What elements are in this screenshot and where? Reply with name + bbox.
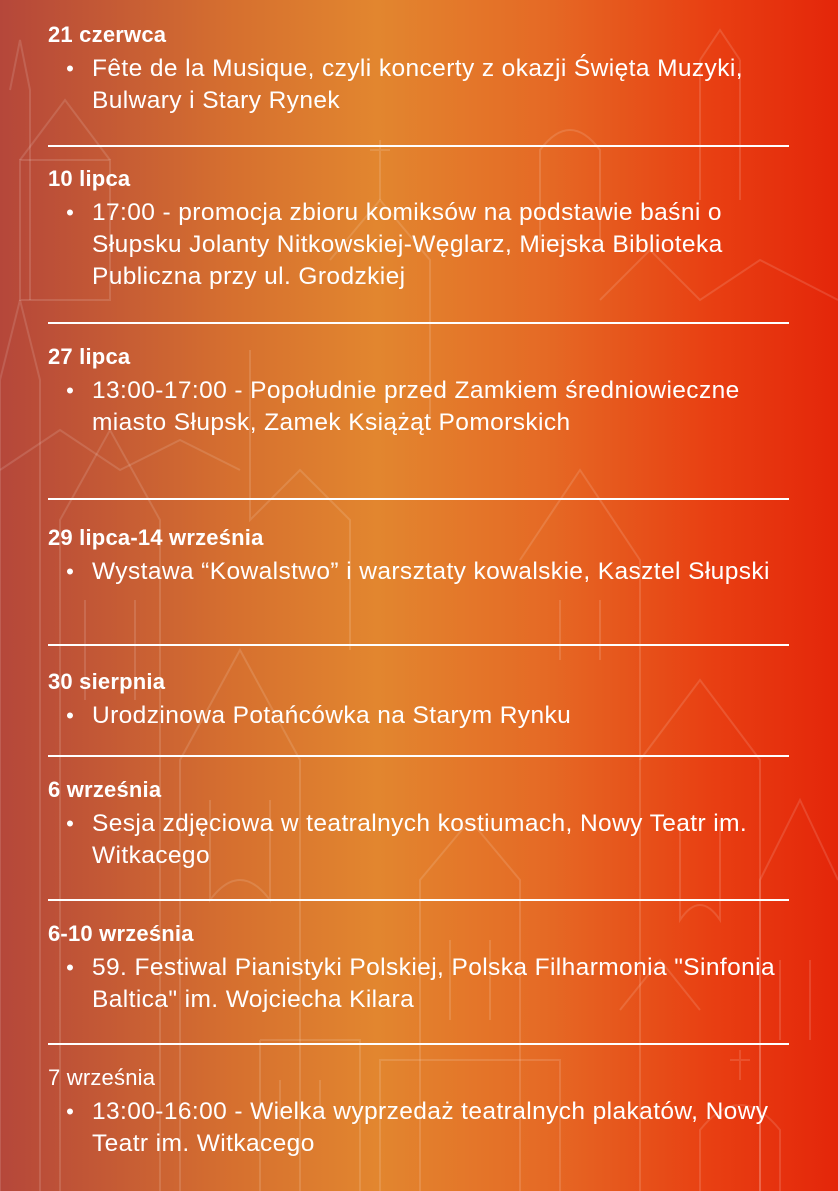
event-description: 59. Festiwal Pianistyki Polskiej, Polska Filharmonia "Sinfonia Baltica" im. Wojciecha Kilara (92, 954, 776, 1013)
bullet-icon: • (66, 56, 74, 81)
event-item (48, 197, 793, 293)
event-item (48, 53, 793, 117)
divider (48, 1043, 789, 1045)
event-entry (48, 343, 793, 439)
bullet-icon: • (66, 955, 74, 980)
event-description: Fête de la Musique, czyli koncerty z okazji Święta Muzyki, Bulwary i Stary Rynek (92, 55, 743, 114)
event-entry (48, 668, 793, 732)
event-entry (48, 21, 793, 117)
event-description: Wystawa “Kowalstwo” i warsztaty kowalskie, Kasztel Słupski (92, 558, 770, 585)
bullet-icon: • (66, 559, 74, 584)
bullet-icon: • (66, 703, 74, 728)
event-date: 21 czerwca (48, 22, 167, 47)
divider (48, 899, 789, 901)
event-entry (48, 776, 793, 872)
event-description: 17:00 - promocja zbioru komiksów na podstawie baśni o Słupsku Jolanty Nitkowskiej-Węglarz, Miejska Biblioteka Publiczna przy ul. Grodzkiej (92, 199, 723, 290)
event-item (48, 700, 793, 732)
divider (48, 322, 789, 324)
bullet-icon: • (66, 811, 74, 836)
divider (48, 644, 789, 646)
event-date: 29 lipca-14 września (48, 525, 264, 550)
event-description: 13:00-16:00 - Wielka wyprzedaż teatralnych plakatów, Nowy Teatr im. Witkacego (92, 1098, 769, 1157)
divider (48, 755, 789, 757)
event-date: 6 września (48, 777, 162, 802)
event-item (48, 952, 793, 1016)
bullet-icon: • (66, 378, 74, 403)
event-entry (48, 1064, 793, 1160)
divider (48, 498, 789, 500)
event-date: 10 lipca (48, 166, 131, 191)
event-date: 30 sierpnia (48, 669, 166, 694)
event-entry (48, 524, 793, 588)
bullet-icon: • (66, 1099, 74, 1124)
event-description: 13:00-17:00 - Popołudnie przed Zamkiem średniowieczne miasto Słupsk, Zamek Książąt Pomorskich (92, 377, 740, 436)
event-description: Urodzinowa Potańcówka na Starym Rynku (92, 702, 572, 729)
bullet-icon: • (66, 200, 74, 225)
event-date: 6-10 września (48, 921, 194, 946)
event-item (48, 1096, 793, 1160)
event-entry (48, 165, 793, 293)
event-description: Sesja zdjęciowa w teatralnych kostiumach, Nowy Teatr im. Witkacego (92, 810, 748, 869)
event-entry (48, 920, 793, 1016)
event-date: 7 września (48, 1065, 156, 1090)
event-date: 27 lipca (48, 344, 131, 369)
divider (48, 145, 789, 147)
event-item (48, 556, 793, 588)
event-item (48, 375, 793, 439)
event-item (48, 808, 793, 872)
